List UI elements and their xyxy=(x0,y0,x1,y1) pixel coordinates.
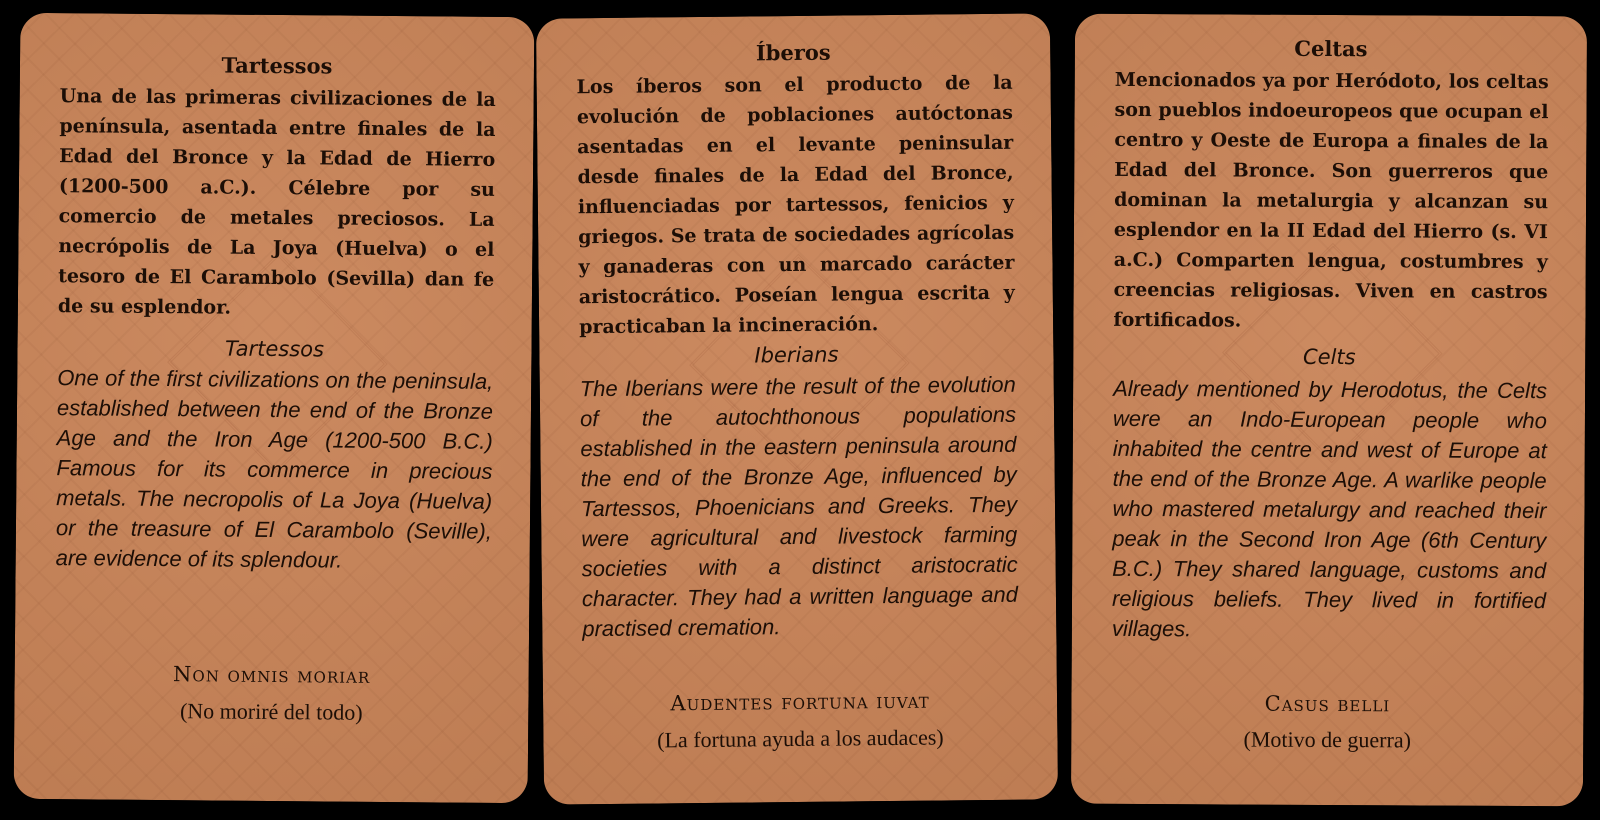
card-text-es: Mencionados ya por Heródoto, los celtas son pueblos indoeuropeos que ocupan el centro y Oeste de Europa a finales de la Edad del Bronce. Son guerreros que dominan la metalurgia y alcanzan su esplendor en la II Edad del Hierro (s. VI a.C.) Comparten lengua, costumbres y creencias religiosas. Viven en castros fortificados. xyxy=(1113,68,1549,332)
card-motto-translation: (La fortuna ayuda a los audaces) xyxy=(657,724,944,753)
card-text-en: The Iberians were the result of the evolution of the autochthonous populations established in the eastern peninsula around the end of the Bronze Age, influenced by Tartessos, Phoenicians and Greeks. They were agricultural and livestock farming societies with a distinct aristocratic character. They had a written language and practised cremation. xyxy=(579,371,1019,642)
card-title-es: Tartessos xyxy=(221,52,333,79)
card-motto: Audentes fortuna iuvat xyxy=(670,688,930,716)
card-title-es: Celtas xyxy=(1294,35,1368,62)
card-text-es: Una de las primeras civilizaciones de la península, asentada entre finales de la Edad del Bronce y la Edad de Hierro (1200-500 a.C.). Célebre por su comercio de metales preciosos. La necrópolis de La Joya (Huelva) o el tesoro de El Carambolo (Sevilla) dan fe de su esplendor. xyxy=(57,85,496,319)
card-title-en: Iberians xyxy=(754,342,839,368)
card-title-en: Tartessos xyxy=(224,336,325,362)
card-tartessos xyxy=(14,13,535,803)
card-text-es: Los íberos son el producto de la evolución de poblaciones autóctonas asentadas en el levante peninsular desde finales de la Edad del Bronce, influenciadas por tartessos, fenicios y griegos. Se trata de sociedades agrícolas y ganaderas con un marcado carácter aristocrático. Poseían lengua escrita y practicaban la incineración. xyxy=(576,71,1015,339)
card-motto-translation: (No moriré del todo) xyxy=(179,698,363,725)
card-motto: Non omnis moriar xyxy=(172,662,371,688)
card-title-en: Celts xyxy=(1302,344,1356,370)
card-text-en: Already mentioned by Herodotus, the Celts were an Indo-European people who inhabited the centre and west of Europe at the end of the Bronze Age. A warlike people who mastered metalurgy and reached their peak in the Second Iron Age (6th Century B.C.) They shared language, customs and religious beliefs. They lived in fortified villages. xyxy=(1111,375,1548,642)
card-title-es: Íberos xyxy=(755,39,831,66)
card-motto-translation: (Motivo de guerra) xyxy=(1243,726,1412,753)
card-text-en: One of the first civilizations on the peninsula, established between the end of the Bronze Age and the Iron Age (1200-500 B.C.) Famous for its commerce in precious metals. The necropolis of La Joya (Huelva) or the treasure of El Carambolo (Seville), are evidence of its splendour. xyxy=(55,365,494,573)
card-iberos xyxy=(536,13,1058,804)
card-celtas xyxy=(1071,14,1587,807)
card-motto: Casus belli xyxy=(1264,691,1391,717)
